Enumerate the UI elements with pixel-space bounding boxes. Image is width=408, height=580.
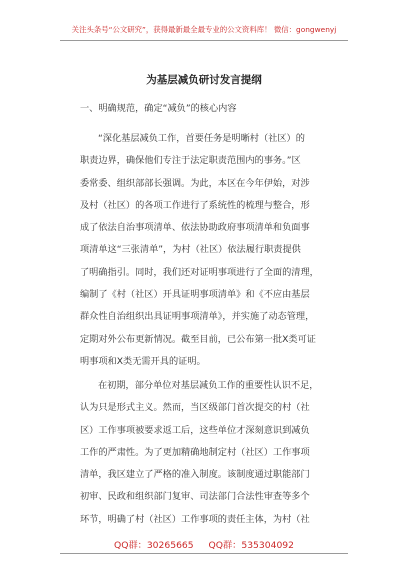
- paragraph-line: 编制了《村（社区）开具证明事项清单》和《不应由基层: [80, 289, 310, 301]
- paragraph-line: 了明确指引。同时，我们还对证明事项进行了全面的清理，: [80, 266, 319, 278]
- paragraph-line: 区）工作事项被要求返工后，这些单位才深刻意识到减负: [80, 424, 310, 436]
- paragraph-line: 工作的严肃性。为了更加精确地制定村（社区）工作事项: [80, 446, 310, 458]
- paragraph-line: 明事项和X类无需开具的证明。: [80, 355, 206, 367]
- footer-qq-group-2: QQ群：535304092: [208, 540, 294, 551]
- paragraph-line: 及村（社区）的各项工作进行了系统性的梳理与整合，形: [80, 199, 310, 211]
- footer-qq-group-1: QQ群：30265665: [114, 540, 194, 551]
- section-heading: 一、明确规范，确定“减负”的核心内容: [80, 103, 237, 114]
- paragraph-line: 成了依法自治事项清单、依法协助政府事项清单和负面事: [80, 222, 310, 234]
- paragraph-line: 群众性自治组织出具证明事项清单》，并实施了动态管理，: [80, 311, 315, 323]
- paragraph-line: “深化基层减负工作，首要任务是明晰村（社区）的: [98, 133, 305, 144]
- paragraph-line: 定期对外公布更新情况。截至目前，已公布第一批X类可证: [80, 333, 316, 345]
- paragraph-line: 职责边界，确保他们专注于法定职责范围内的事务。”区: [80, 155, 301, 167]
- paragraph-line: 初审、民政和组织部门复审、司法部门合法性审查等多个: [80, 491, 310, 503]
- paragraph-line: 清单，我区建立了严格的准入制度。该制度通过职能部门: [80, 469, 310, 481]
- header-banner: 关注头条号“公文研究”，获得最新最全最专业的公文资料库！ 微信：gongwenyj: [71, 25, 337, 34]
- paragraph-1: [80, 128, 338, 373]
- footer-divider: [60, 553, 348, 554]
- paragraph-line: 项清单这“三张清单”，为村（社区）依法履行职责提供: [80, 244, 301, 256]
- footer-contact: [0, 537, 408, 551]
- document-title: 为基层减负研讨发言提纲: [146, 74, 262, 86]
- header-divider: [60, 40, 348, 41]
- paragraph-2: [80, 375, 338, 531]
- paragraph-line: 在初期，部分单位对基层减负工作的重要性认识不足，: [98, 380, 319, 391]
- paragraph-line: 认为只是形式主义。然而，当区级部门首次提交的村（社: [80, 402, 310, 414]
- paragraph-line: 环节，明确了村（社区）工作事项的责任主体，为村（社: [80, 513, 310, 525]
- paragraph-line: 委常委、组织部部长强调。为此，本区在今年伊始，对涉: [80, 177, 310, 189]
